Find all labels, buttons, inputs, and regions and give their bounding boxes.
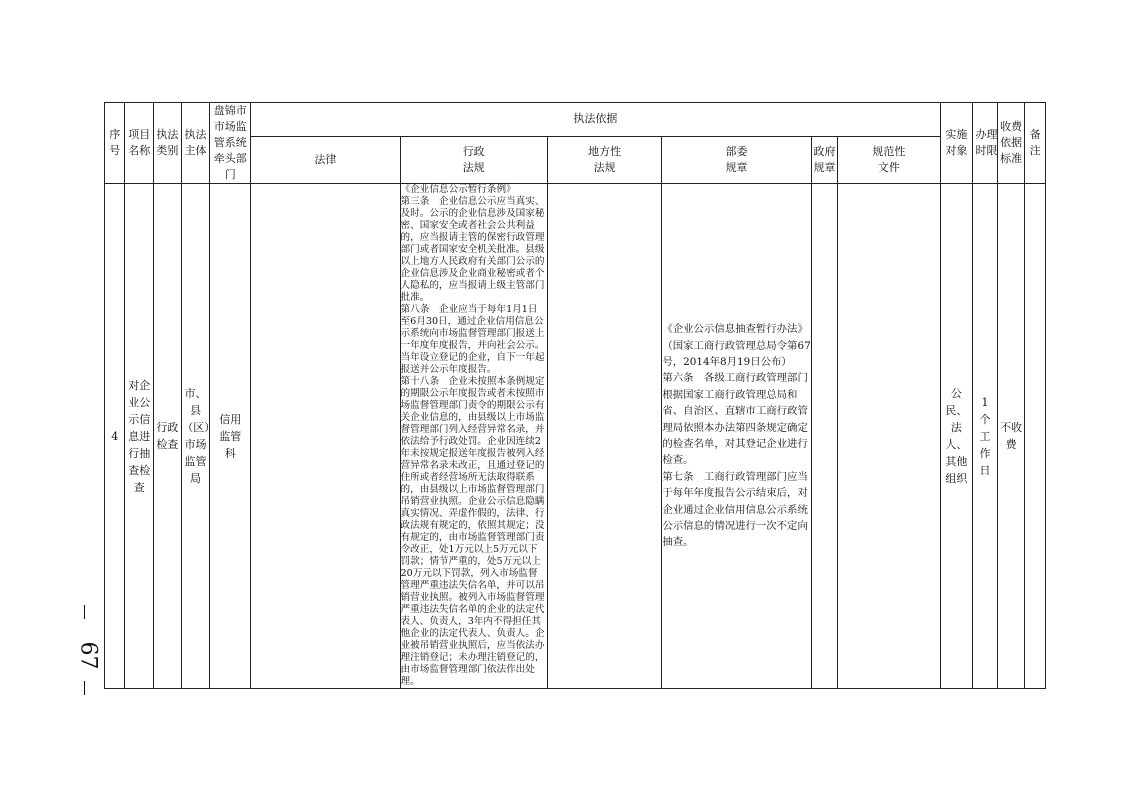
header-remark: 备注 [1025,103,1046,184]
header-gov-rule: 政府规章 [811,136,838,183]
cell-item-name: 对企业公示信息进行抽查检查 [125,184,154,689]
cell-gov-rule [811,184,838,689]
admin-regulation-article-8: 第八条 企业应当于每年1月1日至6月30日，通过企业信用信息公示系统向市场监督管理部门报送上一年度年度报告，并向社会公示。当年设立登记的企业，自下一年起报送并公示年度报告。 [400,304,545,375]
page-number-text: 67 [75,641,101,670]
enforcement-table [104,102,1046,689]
cell-time-limit: 1个工作日 [973,184,998,689]
header-law: 法律 [251,136,400,183]
cell-dept-rule [662,184,811,689]
header-normative-doc: 规范性文件 [838,136,940,183]
cell-normative-doc [838,184,940,689]
page-number [66,605,106,695]
header-local-regulation: 地方性法规 [547,136,662,183]
admin-regulation-article-3: 第三条 企业信息公示应当真实、及时。公示的企业信息涉及国家秘密、国家安全或者社会公共利益的，应当报请主管的保密行政管理部门或者国家安全机关批准。县级以上地方人民政府有关部门公示的企业信息涉及企业商业秘密或者个人隐私的，应当报请上级主管部门批准。 [400,196,545,303]
page-number-dash-top [84,605,85,619]
header-dept-rule: 部委规章 [662,136,811,183]
admin-regulation-article-18: 第十八条 企业未按照本条例规定的期限公示年度报告或者未按照市场监督管理部门责令的期限公示有关企业信息的，由县级以上市场监督管理部门列入经营异常名录，并依法给予行政处罚。企业因连续2年未按规定报送年度报告被列入经营异常名录未改正，且通过登记的住所或者经营场所无法取得联系的，由县级以上市场监督管理部门吊销营业执照。企业公示信息隐瞒真实情况、弄虚作假的，法律、行政法规有规定的，依照其规定；没有规定的，由市场监督管理部门责令改正，处1万元以上5万元以下罚款；情节严重的，处5万元以上20万元以下罚款，列入市场监督管理严重违法失信名单，并可以吊销营业执照。被列入市场监督管理严重违法失信名单的企业的法定代表人、负责人，3年内不得担任其他企业的法定代表人、负责人。企业被吊销营业执照后，应当依法办理注销登记；未办理注销登记的，由市场监督管理部门依法作出处理。 [400,376,545,687]
dept-rule-article-7: 第七条 工商行政管理部门应当于每年年度报告公示结束后，对企业通过企业信用信息公示系统公示信息的情况进行一次不定向抽查。 [662,470,808,549]
cell-law [251,184,400,689]
page-number-dash-bottom [84,681,85,695]
header-time-limit: 办理时限 [973,103,998,184]
header-item-name: 项目名称 [125,103,154,184]
dept-rule-title: 《企业公示信息抽查暂行办法》（国家工商行政管理总局令第67号，2014年8月19日公布） [662,323,811,368]
header-seq: 序号 [105,103,125,184]
cell-subject: 市、县（区）市场监管局 [181,184,210,689]
cell-seq: 4 [105,184,125,689]
header-basis: 执法依据 [251,103,940,137]
header-category: 执法类别 [154,103,182,184]
cell-admin-regulation [400,184,547,689]
dept-rule-article-6: 第六条 各级工商行政管理部门根据国家工商行政管理总局和省、自治区、直辖市工商行政管理局依照本办法第四条规定确定的检查名单，对其登记企业进行检查。 [662,372,808,467]
cell-category: 行政检查 [154,184,182,689]
cell-fee: 不收费 [997,184,1025,689]
table-row [105,184,1046,689]
cell-remark [1025,184,1046,689]
header-lead-dept: 盘锦市市场监管系统牵头部门 [210,103,251,184]
header-subject: 执法主体 [181,103,210,184]
cell-lead-dept: 信用监管科 [210,184,251,689]
cell-target: 公民、法人、其他组织 [940,184,973,689]
admin-regulation-title: 《企业信息公示暂行条例》 [400,184,516,195]
header-target: 实施对象 [940,103,973,184]
header-fee: 收费依据标准 [997,103,1025,184]
header-admin-regulation: 行政法规 [400,136,547,183]
cell-local-regulation [547,184,662,689]
